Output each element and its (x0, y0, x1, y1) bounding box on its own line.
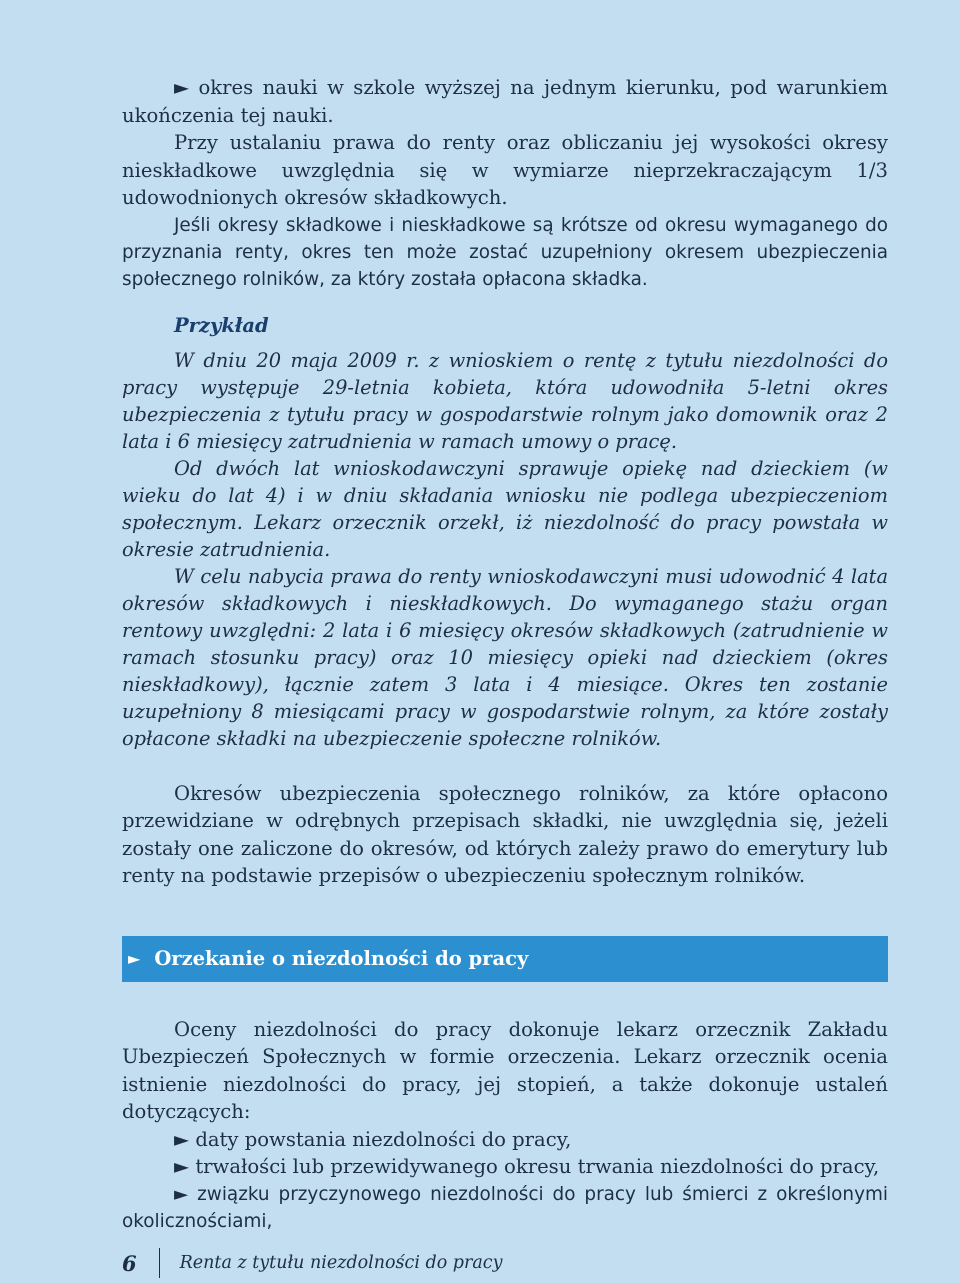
bullet-item (122, 74, 888, 129)
paragraph-farmers-insurance: Okresów ubezpieczenia społecznego rolników, za które opłacono przewidziane w odrębnych przepisach składki, nie uwzględnia się, jeżeli zostały one zaliczone do okresów, od których zależy prawo do emerytury lub renty na podstawie przepisów o ubezpieczeniu społecznym rolników. (122, 781, 888, 888)
bullet-arrow-icon: ► (174, 1127, 190, 1151)
footer-title: Renta z tytułu niezdolności do pracy (179, 1253, 503, 1273)
example-paragraph-2: Od dwóch lat wnioskodawczyni sprawuje opiekę nad dzieckiem (w wieku do lat 4) i w dniu składania wniosku nie podlega ubezpieczeniom społecznym. Lekarz orzecznik orzekł, iż niezdolność do pracy powstała w okresie zatrudnienia. (122, 456, 888, 561)
bullet-item (122, 1153, 888, 1181)
section-arrow-icon: ► (128, 949, 141, 969)
paragraph-noncontributory: Przy ustalaniu prawa do renty oraz obliczaniu jej wysokości okresy nieskładkowe uwzględnia się w wymiarze nieprzekraczającym 1/3 udowodnionych okresów składkowych. (122, 131, 888, 209)
footer-divider (159, 1248, 160, 1278)
example-paragraph-3: W celu nabycia prawa do renty wnioskodawczyni musi udowodnić 4 lata okresów składkowych i nieskładkowych. Do wymaganego stażu organ rentowy uwzględni: 2 lata i 6 miesięcy okresów składkowych (zatrudnienie w ramach stosunku pracy) oraz 10 miesięcy opieki nad dzieckiem (okres nieskładkowy), łącznie zatem 3 lata i 4 miesiące. Okres ten zostanie uzupełniony 8 miesiącami pracy w gospodarstwie rolnym, za które zostały opłacone składki na ubezpieczenie społeczne rolników. (122, 564, 888, 750)
example-paragraph-1: W dniu 20 maja 2009 r. z wnioskiem o rentę z tytułu niezdolności do pracy występuje 29-letnia kobieta, która udowodniła 5-letni okres ubezpieczenia z tytułu pracy w gospodarstwie rolnym jako domownik oraz 2 lata i 6 miesięcy zatrudnienia w ramach umowy o pracę. (122, 348, 888, 453)
bullet-text: trwałości lub przewidywanego okresu trwania niezdolności do pracy, (195, 1155, 880, 1179)
bullet-arrow-icon: ► (174, 76, 190, 99)
bullet-text: związku przyczynowego niezdolności do pracy lub śmierci z określonymi okolicznościami, (122, 1183, 888, 1233)
paragraph-supplement: Jeśli okresy składkowe i nieskładkowe są krótsze od okresu wymaganego do przyznania renty, okres ten może zostać uzupełniony okresem ubezpieczenia społecznego rolników, za który została opłacona składka. (122, 214, 888, 291)
bullet-text: daty powstania niezdolności do pracy, (195, 1127, 572, 1151)
section-header-bar (122, 936, 888, 982)
bullet-arrow-icon: ► (174, 1183, 189, 1205)
bullet-item (122, 1181, 888, 1236)
bullet-item (122, 1126, 888, 1154)
page-footer (122, 1246, 503, 1280)
page-number: 6 (122, 1250, 137, 1276)
bullet-text: okres nauki w szkole wyższej na jednym kierunku, pod warunkiem ukończenia tej nauki. (122, 76, 888, 127)
example-heading: Przykład (174, 313, 269, 337)
bullet-arrow-icon: ► (174, 1155, 190, 1179)
paragraph-assessment: Oceny niezdolności do pracy dokonuje lekarz orzecznik Zakładu Ubezpieczeń Społecznych w formie orzeczenia. Lekarz orzecznik ocenia istnienie niezdolności do pracy, jej stopień, a także dokonuje ustaleń dotyczących: (122, 1017, 888, 1124)
section-title: Orzekanie o niezdolności do pracy (154, 947, 529, 971)
page-body (122, 74, 888, 1236)
